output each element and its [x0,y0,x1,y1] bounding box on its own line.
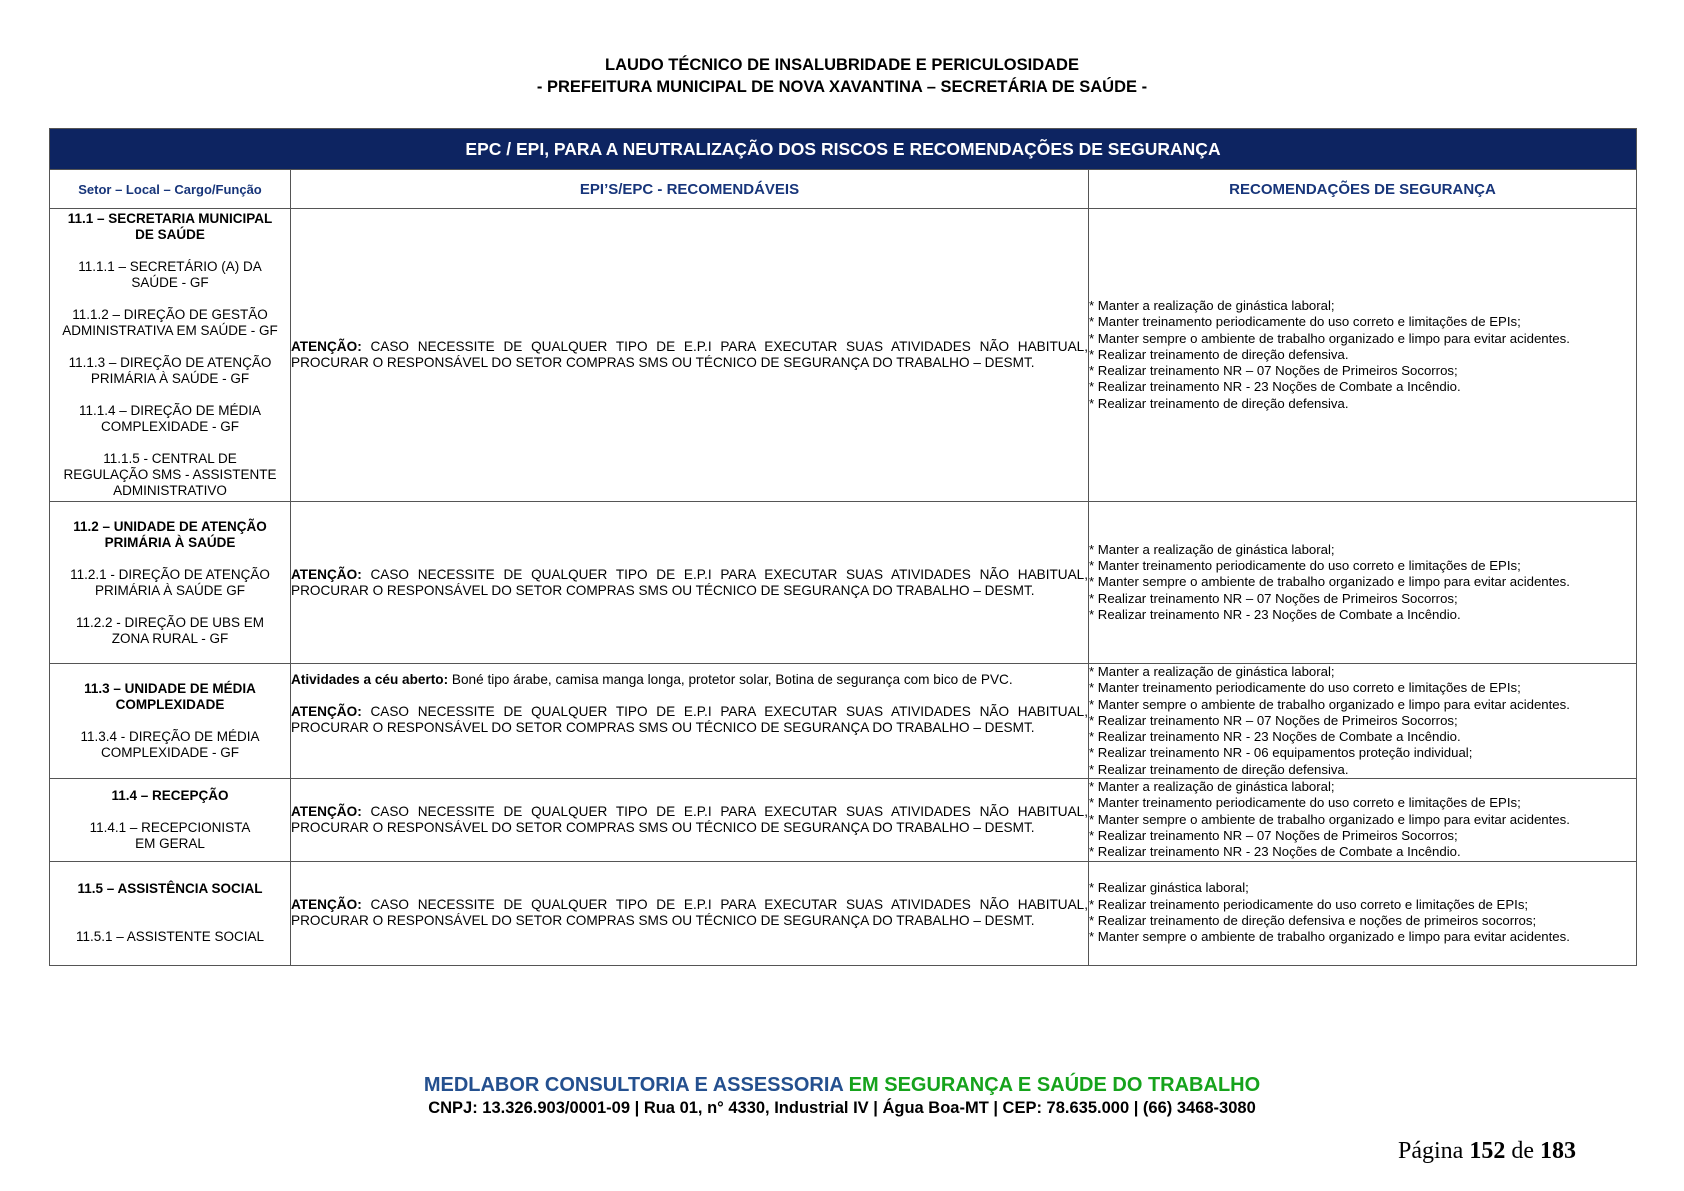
epi-attention-text: CASO NECESSITE DE QUALQUER TIPO DE E.P.I PARA EXECUTAR SUAS ATIVIDADES NÃO HABITUAL, PROCURAR O RESPONSÁVEL DO SETOR COMPRAS SMS OU TÉCNICO DE SEGURANÇA DO TRABALHO – DESMT. [291,897,1088,929]
footer-company [0,1074,1684,1097]
recommendations-cell [1089,209,1637,502]
epi-attention-label: ATENÇÃO: [291,897,362,913]
epi-attention-label: ATENÇÃO: [291,339,362,354]
sector-item-line: 11.3.4 - DIREÇÃO DE MÉDIA [80,729,260,745]
epi-attention-text: CASO NECESSITE DE QUALQUER TIPO DE E.P.I PARA EXECUTAR SUAS ATIVIDADES NÃO HABITUAL, PROCURAR O RESPONSÁVEL DO SETOR COMPRAS SMS OU TÉCNICO DE SEGURANÇA DO TRABALHO – DESMT. [291,566,1088,598]
sector-item-line: 11.5.1 – ASSISTENTE SOCIAL [75,929,265,945]
epi-attention-text: CASO NECESSITE DE QUALQUER TIPO DE E.P.I PARA EXECUTAR SUAS ATIVIDADES NÃO HABITUAL, PROCURAR O RESPONSÁVEL DO SETOR COMPRAS SMS OU TÉCNICO DE SEGURANÇA DO TRABALHO – DESMT. [291,803,1088,835]
sector-item-line: 11.1.2 – DIREÇÃO DE GESTÃO [72,307,268,322]
column-header-epi: EPI’S/EPC - RECOMENDÁVEIS [291,170,1089,209]
epi-attention-note [291,704,1088,736]
table-row [50,664,1637,779]
page-current: 152 [1469,1138,1506,1164]
table-row [50,209,1637,502]
recommendation-line: * Realizar treinamento NR – 07 Noções de Primeiros Socorros; [1089,590,1458,606]
epi-cell [291,779,1089,861]
epi-cell [291,861,1089,965]
table-title-bar: EPC / EPI, PARA A NEUTRALIZAÇÃO DOS RISCOS E RECOMENDAÇÕES DE SEGURANÇA [50,129,1637,170]
recommendation-line: * Manter a realização de ginástica laboral; [1089,541,1335,557]
recommendation-line: * Realizar treinamento NR - 23 Noções de Combate a Incêndio. [1089,729,1461,745]
sector-title-line: DE SAÚDE [135,227,205,242]
document-subtitle: - PREFEITURA MUNICIPAL DE NOVA XAVANTINA – SECRETÁRIA DE SAÚDE - [536,78,1148,96]
sector-item-line: COMPLEXIDADE - GF [100,745,240,761]
sector-item [50,929,290,945]
sector-title-line: COMPLEXIDADE [115,697,225,713]
sector-item-line: PRIMÁRIA À SAÚDE - GF [90,371,250,386]
page-word: Página [1398,1138,1470,1164]
recommendation-line: * Manter a realização de ginástica laboral; [1089,779,1335,795]
table-row [50,779,1637,861]
sector-item-line: 11.2.1 - DIREÇÃO DE ATENÇÃO [70,566,270,582]
sector-item-line: ADMINISTRATIVO [113,483,227,498]
recommendation-line: * Realizar treinamento de direção defensiva. [1089,395,1349,411]
recommendation-line: * Realizar treinamento NR - 23 Noções de Combate a Incêndio. [1089,844,1461,860]
epi-attention-note [291,339,1088,371]
page-of: de [1505,1138,1540,1164]
epi-attention-note [291,897,1088,929]
epi-attention-note [291,804,1088,836]
sector-item [50,567,290,599]
sector-cell [50,209,291,502]
epi-attention-note [291,567,1088,599]
recommendation-line: * Manter a realização de ginástica laboral; [1089,664,1335,679]
sector-title [50,519,290,551]
recommendation-line: * Realizar treinamento de direção defensiva. [1089,346,1349,362]
sector-item [50,820,290,852]
sector-cell [50,664,291,779]
sector-title-line: 11.5 – ASSISTÊNCIA SOCIAL [77,881,263,897]
sector-item-line: 11.4.1 – RECEPCIONISTA [89,819,251,835]
epi-attention-label: ATENÇÃO: [291,803,362,819]
document-title: LAUDO TÉCNICO DE INSALUBRIDADE E PERICULOSIDADE [605,56,1079,74]
recommendation-line: * Realizar treinamento NR – 07 Noções de Primeiros Socorros; [1089,712,1458,728]
sector-item [50,729,290,761]
sector-item [50,451,290,499]
sector-item [50,259,290,291]
sector-item-line: REGULAÇÃO SMS - ASSISTENTE [63,467,277,482]
recommendation-line: * Manter sempre o ambiente de trabalho organizado e limpo para evitar acidentes. [1089,929,1570,945]
recommendation-line: * Realizar ginástica laboral; [1089,880,1249,896]
epi-recommendations-table [49,128,1637,966]
sector-title-line: 11.4 – RECEPÇÃO [111,787,229,803]
recommendation-line: * Manter treinamento periodicamente do uso correto e limitações de EPIs; [1089,680,1521,696]
sector-item-line: ADMINISTRATIVA EM SAÚDE - GF [62,323,278,338]
sector-item [50,615,290,647]
epi-attention-label: ATENÇÃO: [291,566,362,582]
recommendation-line: * Manter sempre o ambiente de trabalho organizado e limpo para evitar acidentes. [1089,574,1570,590]
column-header-sector: Setor – Local – Cargo/Função [50,170,291,209]
epi-attention-text: CASO NECESSITE DE QUALQUER TIPO DE E.P.I PARA EXECUTAR SUAS ATIVIDADES NÃO HABITUAL, PROCURAR O RESPONSÁVEL DO SETOR COMPRAS SMS OU TÉCNICO DE SEGURANÇA DO TRABALHO – DESMT. [291,339,1088,370]
sector-item-line: COMPLEXIDADE - GF [100,419,240,434]
sector-title-line: 11.3 – UNIDADE DE MÉDIA [84,681,256,697]
page-number [1398,1138,1576,1165]
sector-item-line: 11.1.4 – DIREÇÃO DE MÉDIA [78,403,262,418]
sector-item-line: 11.2.2 - DIREÇÃO DE UBS EM [75,614,265,630]
recommendation-line: * Realizar treinamento de direção defensiva. [1089,761,1349,777]
epi-outdoor-text: Boné tipo árabe, camisa manga longa, protetor solar, Botina de segurança com bico de PVC. [448,672,1013,687]
sector-item-line: EM GERAL [135,835,205,851]
recommendation-line: * Manter treinamento periodicamente do uso correto e limitações de EPIs; [1089,558,1521,574]
recommendation-line: * Realizar treinamento NR - 06 equipamentos proteção individual; [1089,745,1473,761]
sector-item [50,307,290,339]
recommendation-line: * Realizar treinamento NR - 23 Noções de Combate a Incêndio. [1089,379,1461,395]
sector-item-line: 11.1.5 - CENTRAL DE [103,451,237,466]
sector-item-line: 11.1.3 – DIREÇÃO DE ATENÇÃO [68,355,272,370]
recommendations-cell [1089,502,1637,664]
footer-company-tagline: EM SEGURANÇA E SAÚDE DO TRABALHO [843,1074,1261,1096]
sector-cell [50,779,291,861]
recommendation-line: * Manter a realização de ginástica laboral; [1089,297,1335,313]
recommendation-line: * Manter sempre o ambiente de trabalho organizado e limpo para evitar acidentes. [1089,696,1570,712]
column-header-recommendations: RECOMENDAÇÕES DE SEGURANÇA [1089,170,1637,209]
sector-item [50,355,290,387]
recommendation-line: * Realizar treinamento de direção defensiva e noções de primeiros socorros; [1089,913,1537,929]
epi-attention-text: CASO NECESSITE DE QUALQUER TIPO DE E.P.I PARA EXECUTAR SUAS ATIVIDADES NÃO HABITUAL, PROCURAR O RESPONSÁVEL DO SETOR COMPRAS SMS OU TÉCNICO DE SEGURANÇA DO TRABALHO – DESMT. [291,704,1088,735]
epi-outdoor-label: Atividades a céu aberto: [291,672,449,687]
sector-item-line: SAÚDE - GF [131,275,209,290]
recommendation-line: * Manter treinamento periodicamente do uso correto e limitações de EPIs; [1089,314,1521,330]
footer-address: CNPJ: 13.326.903/0001-09 | Rua 01, n° 4330, Industrial IV | Água Boa-MT | CEP: 78.635.000 | (66) 3468-3080 [428,1099,1256,1117]
recommendations-cell [1089,861,1637,965]
epi-cell [291,502,1089,664]
sector-item-line: PRIMÁRIA À SAÚDE GF [94,582,246,598]
recommendation-line: * Manter treinamento periodicamente do uso correto e limitações de EPIs; [1089,795,1521,811]
recommendation-line: * Manter sempre o ambiente de trabalho organizado e limpo para evitar acidentes. [1089,811,1570,827]
sector-title-line: PRIMÁRIA À SAÚDE [104,534,236,550]
recommendations-cell [1089,664,1637,779]
page-total: 183 [1540,1138,1576,1164]
footer-company-name: MEDLABOR CONSULTORIA E ASSESSORIA [423,1074,844,1096]
epi-cell [291,664,1089,779]
recommendation-line: * Manter sempre o ambiente de trabalho organizado e limpo para evitar acidentes. [1089,330,1570,346]
recommendation-line: * Realizar treinamento NR - 23 Noções de Combate a Incêndio. [1089,606,1461,622]
recommendation-line: * Realizar treinamento NR – 07 Noções de Primeiros Socorros; [1089,363,1458,379]
sector-title [50,211,290,243]
sector-cell [50,861,291,965]
sector-title [50,681,290,713]
sector-title [50,788,290,804]
recommendations-cell [1089,779,1637,861]
epi-cell [291,209,1089,502]
sector-title [50,881,290,897]
sector-title-line: 11.2 – UNIDADE DE ATENÇÃO [73,518,267,534]
sector-cell [50,502,291,664]
sector-item-line: ZONA RURAL - GF [111,630,229,646]
sector-title-line: 11.1 – SECRETARIA MUNICIPAL [67,211,273,226]
epi-outdoor-note [291,672,1088,688]
sector-item [50,403,290,435]
sector-item-line: 11.1.1 – SECRETÁRIO (A) DA [78,259,262,274]
table-row [50,861,1637,965]
table-row [50,502,1637,664]
recommendation-line: * Realizar treinamento periodicamente do uso correto e limitações de EPIs; [1089,896,1529,912]
epi-attention-label: ATENÇÃO: [291,704,362,719]
recommendation-line: * Realizar treinamento NR – 07 Noções de Primeiros Socorros; [1089,827,1458,843]
